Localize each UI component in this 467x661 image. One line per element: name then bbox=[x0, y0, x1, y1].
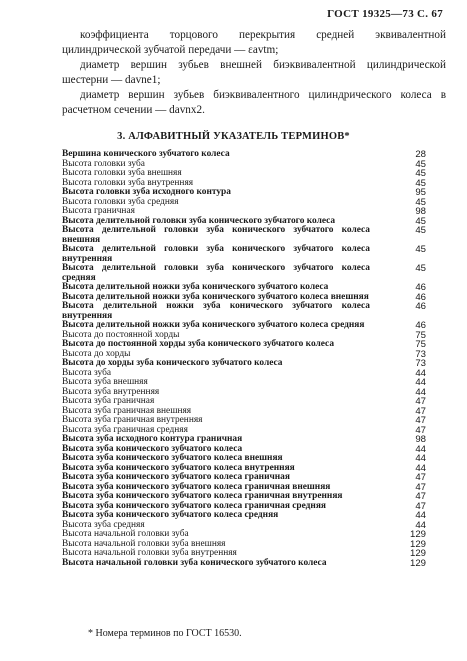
index-number: 47 bbox=[415, 396, 426, 407]
intro-paragraph-1: коэффициента торцового перекрытия средней эквивалентной цилиндрической зубчатой передачи — εavtm; bbox=[62, 29, 446, 56]
term-index bbox=[62, 149, 426, 569]
index-term: Высота головки зуба средняя bbox=[62, 196, 179, 207]
index-number: 47 bbox=[415, 481, 426, 493]
index-number: 47 bbox=[415, 415, 426, 426]
index-term: Высота зуба конического зубчатого колеса граничная bbox=[62, 472, 290, 482]
index-term: Высота граничная bbox=[62, 206, 135, 216]
index-number: 129 bbox=[409, 538, 426, 550]
index-number: 46 bbox=[415, 301, 426, 312]
intro-paragraph-2: диаметр вершин зубьев внешней биэквивалентной цилиндрической шестерни — davne1; bbox=[62, 59, 446, 86]
index-term: Высота зуба конического зубчатого колеса граничная средняя bbox=[62, 500, 326, 511]
index-number: 44 bbox=[415, 453, 426, 464]
index-term: Высота зуба конического зубчатого колеса внешняя bbox=[62, 453, 283, 463]
index-term: Высота до хорды bbox=[62, 348, 131, 359]
index-term: Высота начальной головки зуба конического зубчатого колеса bbox=[62, 557, 327, 568]
index-term: Высота головки зуба внутренняя bbox=[62, 177, 194, 188]
index-number: 44 bbox=[415, 377, 426, 388]
index-number: 28 bbox=[415, 149, 426, 160]
index-number: 129 bbox=[409, 529, 426, 540]
intro-text bbox=[62, 28, 446, 118]
index-term: Высота зуба конического зубчатого колеса граничная внутренняя bbox=[62, 491, 343, 501]
index-entry bbox=[62, 358, 426, 369]
index-term: Высота зуба внешняя bbox=[62, 377, 148, 387]
index-term: Высота зуба внутренняя bbox=[62, 386, 160, 397]
index-entry bbox=[62, 301, 426, 321]
index-term: Высота зуба граничная внешняя bbox=[62, 405, 192, 416]
index-term: Высота зуба конического зубчатого колеса средняя bbox=[62, 510, 279, 520]
index-term: Высота зуба граничная средняя bbox=[62, 424, 188, 435]
index-number: 47 bbox=[415, 491, 426, 502]
index-term: Высота головки зуба исходного контура bbox=[62, 187, 231, 197]
index-number: 75 bbox=[415, 339, 426, 350]
index-number: 45 bbox=[415, 177, 426, 189]
index-term: Высота делительной головки зуба конического зубчатого колеса средняя bbox=[62, 263, 370, 283]
index-number: 47 bbox=[415, 424, 426, 436]
index-number: 129 bbox=[409, 548, 426, 559]
index-number: 45 bbox=[415, 263, 426, 274]
index-number: 47 bbox=[415, 405, 426, 417]
index-number: 73 bbox=[415, 348, 426, 360]
index-term: Высота головки зуба внешняя bbox=[62, 168, 182, 178]
index-number: 44 bbox=[415, 462, 426, 474]
index-term: Высота зуба граничная bbox=[62, 396, 155, 406]
index-term: Высота зуба конического зубчатого колеса bbox=[62, 443, 243, 454]
index-number: 44 bbox=[415, 386, 426, 398]
index-entry bbox=[62, 557, 426, 569]
index-term: Высота зуба граничная внутренняя bbox=[62, 415, 203, 425]
index-number: 47 bbox=[415, 472, 426, 483]
index-term: Высота зуба bbox=[62, 367, 111, 378]
index-entry bbox=[62, 244, 426, 264]
section-title: 3. АЛФАВИТНЫЙ УКАЗАТЕЛЬ ТЕРМИНОВ* bbox=[117, 131, 350, 142]
index-term: Высота делительной ножки зуба конического зубчатого колеса внешняя bbox=[62, 291, 369, 302]
index-number: 45 bbox=[415, 168, 426, 179]
intro-paragraph-3: диаметр вершин зубьев биэквивалентного цилиндрического колеса в расчетном сечении — davnx2. bbox=[62, 89, 446, 116]
index-number: 46 bbox=[415, 291, 426, 303]
index-term: Высота зуба конического зубчатого колеса внутренняя bbox=[62, 462, 295, 473]
index-term: Высота зуба средняя bbox=[62, 519, 145, 530]
index-number: 45 bbox=[415, 244, 426, 255]
index-term: Высота делительной головки зуба конического зубчатого колеса внутренняя bbox=[62, 244, 370, 264]
index-term: Высота начальной головки зуба внутренняя bbox=[62, 548, 237, 558]
page-header: ГОСТ 19325—73 С. 67 bbox=[327, 8, 443, 20]
index-entry bbox=[62, 263, 426, 283]
index-term: Вершина конического зубчатого колеса bbox=[62, 149, 230, 159]
index-number: 44 bbox=[415, 510, 426, 521]
index-term: Высота начальной головки зуба внешняя bbox=[62, 538, 226, 549]
index-number: 129 bbox=[409, 557, 426, 569]
index-number: 46 bbox=[415, 282, 426, 293]
index-term: Высота начальной головки зуба bbox=[62, 529, 189, 539]
index-number: 73 bbox=[415, 358, 426, 369]
index-number: 46 bbox=[415, 320, 426, 331]
index-term: Высота головки зуба bbox=[62, 158, 145, 169]
index-number: 45 bbox=[415, 225, 426, 236]
index-term: Высота зуба конического зубчатого колеса граничная внешняя bbox=[62, 481, 331, 492]
index-term: Высота делительной ножки зуба конического зубчатого колеса внутренняя bbox=[62, 301, 370, 321]
footnote: * Номера терминов по ГОСТ 16530. bbox=[88, 628, 242, 639]
index-number: 45 bbox=[415, 158, 426, 170]
index-term: Высота до постоянной хорды bbox=[62, 329, 180, 340]
index-number: 47 bbox=[415, 500, 426, 512]
index-term: Высота делительной головки зуба конического зубчатого колеса bbox=[62, 215, 336, 226]
index-term: Высота делительной ножки зуба конического зубчатого колеса bbox=[62, 282, 329, 292]
index-number: 45 bbox=[415, 215, 426, 227]
index-number: 98 bbox=[415, 206, 426, 217]
index-number: 45 bbox=[415, 196, 426, 208]
index-term: Высота до постоянной хорды зуба конического зубчатого колеса bbox=[62, 339, 335, 349]
index-term: Высота делительной головки зуба конического зубчатого колеса внешняя bbox=[62, 225, 370, 245]
index-term: Высота делительной ножки зуба конического зубчатого колеса средняя bbox=[62, 320, 365, 330]
index-number: 44 bbox=[415, 443, 426, 455]
index-term: Высота до хорды зуба конического зубчатого колеса bbox=[62, 358, 283, 368]
index-number: 75 bbox=[415, 329, 426, 341]
index-term: Высота зуба исходного контура граничная bbox=[62, 434, 243, 444]
index-number: 98 bbox=[415, 434, 426, 445]
index-number: 44 bbox=[415, 367, 426, 379]
index-number: 95 bbox=[415, 187, 426, 198]
index-entry bbox=[62, 225, 426, 245]
index-number: 44 bbox=[415, 519, 426, 531]
